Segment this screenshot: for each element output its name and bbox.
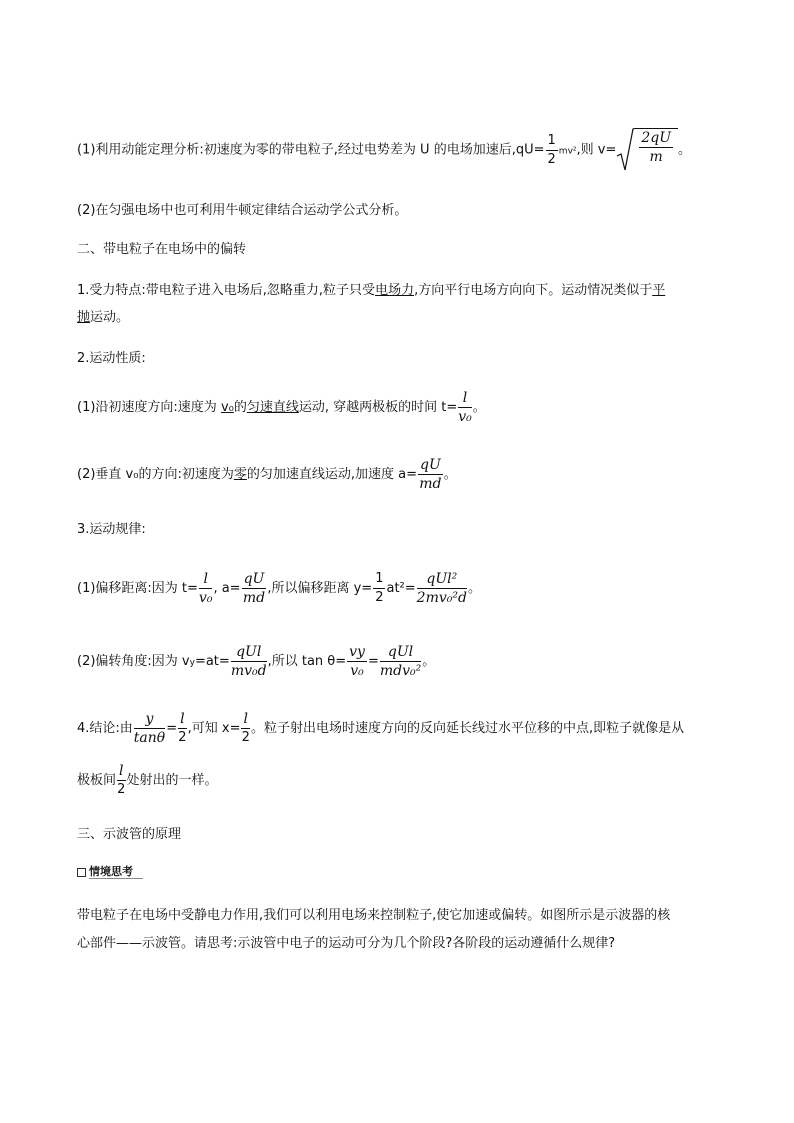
paragraph-initial-direction <box>77 389 486 426</box>
fraction-l-2 <box>241 710 249 747</box>
paragraph-scenario: 带电粒子在电场中受静电力作用,我们可以利用电场来控制粒子,使它加速或偏转。如图所示是示波器的核 <box>77 908 671 923</box>
fraction-qUl-mv0d <box>231 643 267 680</box>
text: (1)偏移距离:因为 t= <box>77 581 198 596</box>
underlined-text: 匀速直线 <box>246 400 299 415</box>
fraction-half <box>373 570 385 607</box>
paragraph-perpendicular <box>77 456 457 493</box>
paragraph-conclusion-cont <box>77 762 218 799</box>
text: ,所以偏移距离 y= <box>267 581 373 596</box>
text: 4.结论:由 <box>77 721 133 736</box>
text: (2)垂直 v₀的方向:初速度为 <box>77 467 234 482</box>
paragraph-scenario-cont: 心部件——示波管。请思考:示波管中电子的运动可分为几个阶段?各阶段的运动遵循什么规律? <box>77 936 616 951</box>
numerator: l <box>119 763 124 779</box>
label-text: 情境思考 <box>89 865 143 879</box>
numerator: l <box>243 711 248 727</box>
denominator: mv₀d <box>230 663 267 679</box>
text: ,所以 tan θ= <box>267 654 347 669</box>
text: 。 <box>422 654 436 669</box>
text: 的 <box>233 400 247 415</box>
numerator: qUl <box>380 643 421 662</box>
text: 处射出的一样。 <box>126 773 218 788</box>
text: 的匀加速直线运动,加速度 a= <box>246 467 417 482</box>
text: = <box>367 654 379 669</box>
denominator: mdv₀² <box>379 663 422 679</box>
paragraph-force-features <box>77 279 665 298</box>
denominator: v₀ <box>350 663 364 679</box>
paragraph-newton: (2)在匀强电场中也可利用牛顿定律结合运动学公式分析。 <box>77 203 408 218</box>
text: 。 <box>678 142 692 158</box>
denominator: 2 <box>375 590 384 605</box>
section-heading-oscilloscope: 三、示波管的原理 <box>77 827 182 842</box>
paragraph-kinetic-theorem <box>77 128 691 172</box>
denominator: v₀ <box>458 409 472 425</box>
text: 。 <box>443 467 457 482</box>
section-heading-deflection: 二、带电粒子在电场中的偏转 <box>77 242 247 257</box>
underlined-text: v₀ <box>220 400 234 415</box>
denominator: 2 <box>241 730 250 745</box>
paragraph-deflection-angle <box>77 643 435 680</box>
text: ,则 v= <box>576 142 617 158</box>
fraction-displacement-result <box>417 570 467 607</box>
numerator: 1 <box>373 570 385 589</box>
text: ,可知 x= <box>187 721 241 736</box>
fraction-l-v0 <box>199 570 213 607</box>
numerator: l <box>180 711 185 727</box>
fraction-qU-md <box>418 456 443 493</box>
radical-sign-icon <box>616 128 634 172</box>
text: = <box>166 721 178 736</box>
paragraph-conclusion <box>77 710 684 747</box>
denominator: m <box>649 149 663 165</box>
fraction-vy-v0 <box>347 643 367 680</box>
denominator: tanθ <box>133 730 166 746</box>
denominator: md <box>242 590 266 606</box>
text: ,方向平行电场方向向下。运动情况类似于 <box>414 283 653 298</box>
text: 运动, 穿越两极板的时间 t= <box>298 400 458 415</box>
numerator: qU <box>419 457 441 473</box>
text: 。粒子射出电场时速度方向的反向延长线过水平位移的中点,即粒子就像是从 <box>250 721 685 736</box>
paragraph-force-features-cont <box>77 306 129 325</box>
text: 1.受力特点:带电粒子进入电场后,忽略重力,粒子只受 <box>77 283 376 298</box>
fraction-l-v0 <box>458 389 472 426</box>
numerator: 2qU <box>641 130 672 146</box>
subscript: y <box>189 658 195 668</box>
numerator: 1 <box>546 132 558 151</box>
square-icon <box>77 868 86 877</box>
numerator: vy <box>349 644 365 660</box>
fraction-y-tan <box>134 710 165 747</box>
numerator: qUl² <box>417 570 467 589</box>
denominator: v₀ <box>198 590 213 606</box>
text: (1)利用动能定理分析:初速度为零的带电粒子,经过电势差为 U 的电场加速后, <box>77 142 516 158</box>
fraction-2qU-m <box>639 129 673 166</box>
text: =at= <box>194 654 230 669</box>
denominator: 2 <box>178 730 187 745</box>
paragraph-motion-law: 3.运动规律: <box>77 522 146 537</box>
denominator: 2mv₀²d <box>416 590 467 606</box>
numerator: qU <box>243 571 265 587</box>
sqrt-expression <box>616 128 678 172</box>
paragraph-motion-nature: 2.运动性质: <box>77 351 146 366</box>
denominator: 2 <box>117 782 126 797</box>
text: 。 <box>472 400 486 415</box>
underlined-text: 抛 <box>77 310 91 325</box>
denominator: 2 <box>547 151 556 167</box>
text: (1)沿初速度方向:速度为 <box>77 400 221 415</box>
fraction-tan-result <box>380 643 421 680</box>
text: 。 <box>467 581 481 596</box>
fraction-l-2 <box>178 710 186 747</box>
numerator: y <box>134 710 165 729</box>
text: 极板间 <box>77 773 117 788</box>
numerator: l <box>458 389 472 408</box>
scenario-thinking-label <box>77 863 143 879</box>
text: 运动。 <box>90 310 130 325</box>
fraction-qU-md <box>242 570 267 607</box>
underlined-text: 零 <box>233 467 247 482</box>
fraction-l-2 <box>117 762 125 799</box>
underlined-text: 平 <box>652 283 666 298</box>
text: mv² <box>558 146 577 157</box>
text: qU= <box>515 142 545 158</box>
text: (2)偏转角度:因为 v <box>77 654 190 669</box>
numerator: l <box>199 570 213 589</box>
fraction-half <box>546 132 558 169</box>
paragraph-displacement <box>77 570 481 607</box>
text: , a= <box>213 581 241 596</box>
denominator: md <box>419 476 442 492</box>
numerator: qUl <box>231 643 267 662</box>
underlined-text: 电场力 <box>375 283 415 298</box>
text: at²= <box>386 581 416 596</box>
